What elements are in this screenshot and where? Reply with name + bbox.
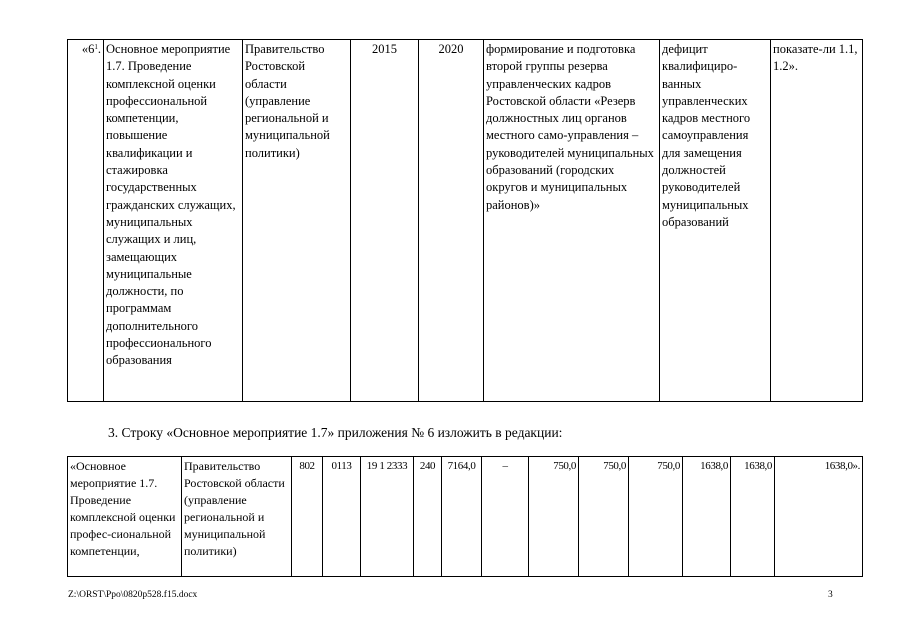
- year-2016-cell: 750,0: [579, 457, 629, 577]
- year-2014-cell: –: [482, 457, 529, 577]
- row-number-superscript: 1: [94, 43, 98, 51]
- table-row: [68, 40, 863, 402]
- start-year-cell: 2015: [351, 40, 419, 402]
- executor-cell: Правительство Ростовской области (управление региональной и муниципальной политики): [243, 40, 351, 402]
- measure-name-cell: Основное мероприятие 1.7. Проведение комплексной оценки профессиональной компетенции, повышение квалификации и стажировка государственных гражданских служащих, муниципальных служащих и лиц, замещающих муниципальные должности, по программам дополнительного профессионального образования: [104, 40, 243, 402]
- table-row: [68, 457, 863, 577]
- financing-table: [67, 456, 863, 577]
- page-number: 3: [828, 590, 833, 600]
- row-number-cell: [68, 40, 104, 402]
- end-year-cell: 2020: [419, 40, 484, 402]
- rzpr-cell: 0113: [323, 457, 361, 577]
- result-cell: формирование и подготовка второй группы резерва управленческих кадров Ростовской области «Резерв должностных лиц органов местного само-управления – руководителей муниципальных образований (городских округов и муниципальных районов)»: [484, 40, 660, 402]
- row-number-tail: .: [97, 42, 101, 56]
- year-2017-cell: 750,0: [629, 457, 683, 577]
- name-cell: «Основное мероприятие 1.7. Проведение комплексной оценки профес-сиональной компетенции,: [68, 457, 182, 577]
- year-2015-cell: 750,0: [529, 457, 579, 577]
- total-cell: 7164,0: [442, 457, 482, 577]
- grbs-cell: 802: [292, 457, 323, 577]
- consequences-cell: дефицит квалифициро-ванных управленческих кадров местного самоуправления для замещения должностей руководителей муниципальных образований: [660, 40, 771, 402]
- indicators-cell: показате-ли 1.1, 1.2».: [771, 40, 863, 402]
- row-number: «6: [81, 42, 95, 56]
- footer-file-path: Z:\ORST\Ppo\0820p528.f15.docx: [68, 590, 198, 600]
- csr-cell: 19 1 2333: [361, 457, 414, 577]
- year-2018-cell: 1638,0: [683, 457, 731, 577]
- executor-cell: Правительство Ростовской области (управление региональной и муниципальной политики): [182, 457, 292, 577]
- year-2019-cell: 1638,0: [731, 457, 775, 577]
- year-2020-cell: 1638,0».: [775, 457, 863, 577]
- measures-table: [67, 39, 863, 402]
- instruction-text: 3. Строку «Основное мероприятие 1.7» приложения № 6 изложить в редакции:: [108, 425, 563, 440]
- vr-cell: 240: [414, 457, 442, 577]
